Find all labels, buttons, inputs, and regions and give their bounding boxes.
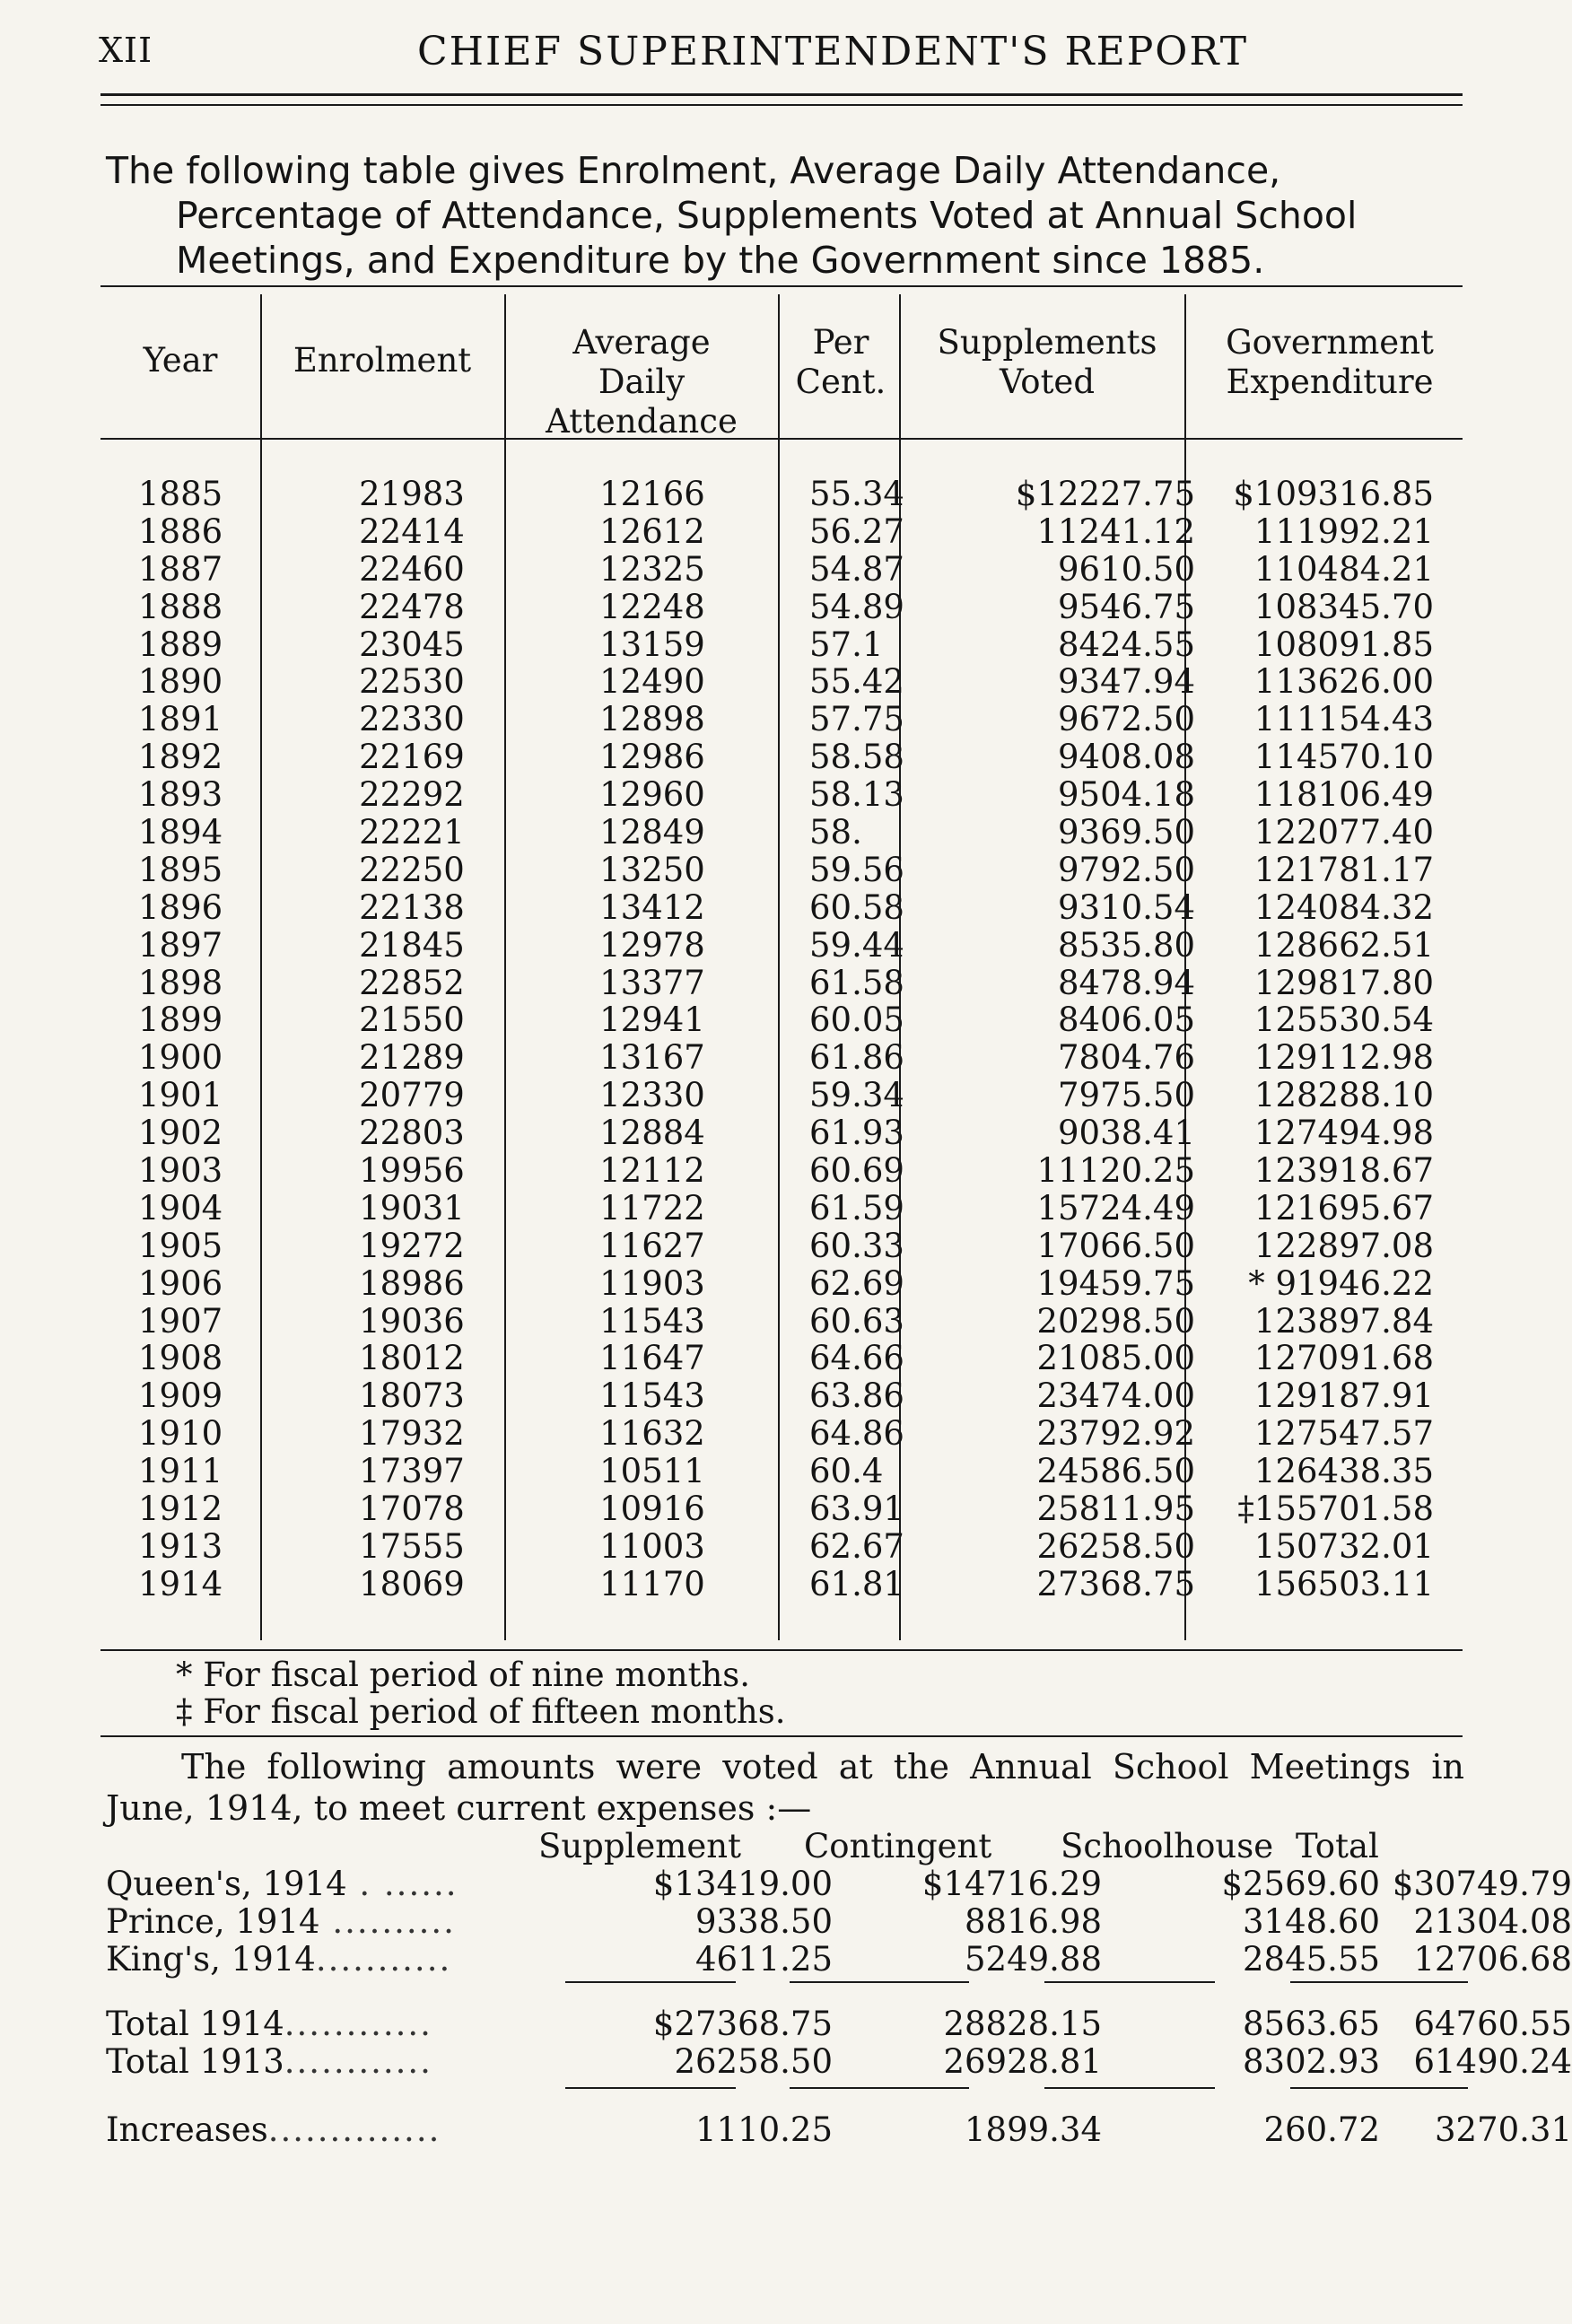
per-cent-cell: 58.58 bbox=[809, 738, 904, 777]
enrolment-cell: 17397 bbox=[359, 1452, 465, 1491]
supplements-cell: 9310.54 bbox=[1057, 887, 1195, 927]
summary-total-rule bbox=[565, 2087, 736, 2089]
summary-total-cell: 21304.08 bbox=[1413, 1902, 1572, 1941]
enrolment-cell: 22530 bbox=[359, 662, 465, 702]
per-cent-cell: 56.27 bbox=[809, 511, 904, 551]
table-row bbox=[100, 814, 1463, 852]
attendance-cell: 11170 bbox=[599, 1564, 705, 1603]
summary-row-label bbox=[106, 2042, 432, 2082]
year-cell: 1899 bbox=[138, 1000, 223, 1040]
table-row bbox=[100, 589, 1463, 626]
summary-total-rule bbox=[1290, 2087, 1468, 2089]
expenditure-cell: 118106.49 bbox=[1253, 775, 1434, 815]
expenditure-cell: $109316.85 bbox=[1233, 475, 1434, 513]
summary-row bbox=[106, 1865, 1572, 1904]
attendance-cell: 13377 bbox=[599, 963, 705, 1002]
supplements-cell: 7975.50 bbox=[1057, 1076, 1195, 1115]
attendance-cell: 13412 bbox=[599, 887, 705, 927]
year-cell: 1892 bbox=[138, 738, 223, 777]
table-row bbox=[100, 927, 1463, 965]
expenditure-cell: ‡155701.58 bbox=[1237, 1490, 1434, 1529]
header-supplements-voted: Supplements Voted bbox=[937, 323, 1157, 401]
expenditure-cell: 125530.54 bbox=[1253, 1000, 1434, 1040]
table-row bbox=[100, 776, 1463, 814]
year-cell: 1907 bbox=[138, 1301, 223, 1341]
expenditure-cell: 121781.17 bbox=[1253, 850, 1434, 889]
year-cell: 1908 bbox=[138, 1339, 223, 1378]
supplements-cell: 8406.05 bbox=[1057, 1000, 1195, 1040]
enrolment-cell: 22138 bbox=[359, 887, 465, 927]
per-cent-cell: 61.81 bbox=[809, 1564, 904, 1603]
table-row bbox=[100, 551, 1463, 589]
summary-contingent-cell: 28828.15 bbox=[943, 2005, 1102, 2043]
supplements-cell: 17066.50 bbox=[1036, 1226, 1195, 1265]
supplements-cell: 8424.55 bbox=[1057, 625, 1195, 664]
statistics-table bbox=[100, 285, 1463, 1649]
year-cell: 1905 bbox=[138, 1226, 223, 1265]
page-header bbox=[99, 25, 1463, 79]
supplements-cell: 19459.75 bbox=[1036, 1263, 1195, 1303]
year-cell: 1911 bbox=[138, 1452, 223, 1491]
table-row bbox=[100, 738, 1463, 776]
table-row bbox=[100, 1415, 1463, 1453]
attendance-cell: 12898 bbox=[599, 700, 705, 739]
attendance-cell: 12941 bbox=[599, 1000, 705, 1040]
attendance-cell: 12884 bbox=[599, 1114, 705, 1153]
attendance-cell: 12986 bbox=[599, 738, 705, 777]
supplements-cell: 9038.41 bbox=[1057, 1114, 1195, 1153]
summary-header-contingent: Contingent bbox=[804, 1827, 992, 1865]
per-cent-cell: 59.56 bbox=[809, 850, 904, 889]
supplements-cell: 9408.08 bbox=[1057, 738, 1195, 777]
page-number: XII bbox=[99, 31, 153, 70]
summary-header-schoolhouse: Schoolhouse bbox=[1061, 1827, 1274, 1865]
per-cent-cell: 60.69 bbox=[809, 1151, 904, 1191]
attendance-cell: 13167 bbox=[599, 1038, 705, 1078]
expenditure-cell: 121695.67 bbox=[1253, 1188, 1434, 1228]
year-cell: 1914 bbox=[138, 1564, 223, 1603]
supplements-cell: 9347.94 bbox=[1057, 662, 1195, 702]
attendance-cell: 11003 bbox=[599, 1526, 705, 1566]
attendance-cell: 11543 bbox=[599, 1376, 705, 1416]
summary-schoolhouse-cell: 260.72 bbox=[1263, 2110, 1380, 2149]
footnote-nine-months: * For fiscal period of nine months. bbox=[176, 1656, 751, 1694]
table-row bbox=[100, 1228, 1463, 1265]
enrolment-cell: 22460 bbox=[359, 549, 465, 589]
summary-label-text: Increases bbox=[106, 2110, 268, 2149]
supplements-cell: 8478.94 bbox=[1057, 963, 1195, 1002]
table-row bbox=[100, 1114, 1463, 1152]
expenditure-cell: 128662.51 bbox=[1253, 925, 1434, 965]
table-body bbox=[100, 476, 1463, 1603]
attendance-cell: 12612 bbox=[599, 511, 705, 551]
summary-contingent-cell: 1899.34 bbox=[964, 2110, 1102, 2149]
per-cent-cell: 61.86 bbox=[809, 1038, 904, 1078]
header-government-expenditure: Government Expenditure bbox=[1226, 323, 1434, 401]
table-row bbox=[100, 513, 1463, 551]
enrolment-cell: 22169 bbox=[359, 738, 465, 777]
header-year: Year bbox=[143, 341, 218, 380]
year-cell: 1894 bbox=[138, 813, 223, 852]
table-row bbox=[100, 626, 1463, 664]
year-cell: 1902 bbox=[138, 1114, 223, 1153]
dot-leader: ............ bbox=[284, 2005, 432, 2043]
summary-label-text: Total 1913 bbox=[106, 2042, 284, 2081]
header-underline bbox=[778, 438, 899, 440]
expenditure-cell: 129112.98 bbox=[1253, 1038, 1434, 1078]
enrolment-cell: 18073 bbox=[359, 1376, 465, 1416]
dot-leader: . ...... bbox=[346, 1865, 458, 1903]
per-cent-cell: 63.91 bbox=[809, 1490, 904, 1529]
enrolment-cell: 18069 bbox=[359, 1564, 465, 1603]
per-cent-cell: 57.75 bbox=[809, 700, 904, 739]
supplements-cell: 21085.00 bbox=[1036, 1339, 1195, 1378]
summary-row-label bbox=[106, 1940, 451, 1979]
table-row bbox=[100, 476, 1463, 513]
attendance-cell: 11632 bbox=[599, 1414, 705, 1454]
summary-contingent-cell: $14716.29 bbox=[921, 1865, 1102, 1903]
enrolment-cell: 21845 bbox=[359, 925, 465, 965]
supplements-cell: 8535.80 bbox=[1057, 925, 1195, 965]
header-underline bbox=[260, 438, 504, 440]
supplements-cell: 20298.50 bbox=[1036, 1301, 1195, 1341]
summary-supplement-cell: 4611.25 bbox=[694, 1940, 833, 1979]
supplements-cell: 9369.50 bbox=[1057, 813, 1195, 852]
per-cent-cell: 60.05 bbox=[809, 1000, 904, 1040]
supplements-cell: 7804.76 bbox=[1057, 1038, 1195, 1078]
per-cent-cell: 63.86 bbox=[809, 1376, 904, 1416]
supplements-cell: 15724.49 bbox=[1036, 1188, 1195, 1228]
attendance-cell: 11722 bbox=[599, 1188, 705, 1228]
attendance-cell: 10916 bbox=[599, 1490, 705, 1529]
summary-header-total: Total bbox=[1296, 1827, 1379, 1865]
supplements-cell: 23474.00 bbox=[1036, 1376, 1195, 1416]
attendance-cell: 11903 bbox=[599, 1263, 705, 1303]
running-title: CHIEF SUPERINTENDENT'S REPORT bbox=[417, 29, 1249, 74]
enrolment-cell: 22292 bbox=[359, 775, 465, 815]
year-cell: 1891 bbox=[138, 700, 223, 739]
supplements-cell: 25811.95 bbox=[1036, 1490, 1195, 1529]
enrolment-cell: 17555 bbox=[359, 1526, 465, 1566]
year-cell: 1900 bbox=[138, 1038, 223, 1078]
per-cent-cell: 62.67 bbox=[809, 1526, 904, 1566]
year-cell: 1887 bbox=[138, 549, 223, 589]
summary-label-text: Prince, 1914 bbox=[106, 1902, 320, 1941]
per-cent-cell: 60.4 bbox=[809, 1452, 884, 1491]
header-underline bbox=[1184, 438, 1463, 440]
header-average-daily-attendance: Average Daily Attendance bbox=[546, 323, 738, 441]
expenditure-cell: 127494.98 bbox=[1253, 1114, 1434, 1153]
table-row bbox=[100, 1340, 1463, 1377]
expenditure-cell: 124084.32 bbox=[1253, 887, 1434, 927]
year-cell: 1903 bbox=[138, 1151, 223, 1191]
header-rule-top bbox=[100, 93, 1463, 96]
expenditure-cell: 113626.00 bbox=[1253, 662, 1434, 702]
table-row bbox=[100, 1303, 1463, 1341]
summary-header-row bbox=[106, 1827, 1464, 1866]
attendance-cell: 12112 bbox=[599, 1151, 705, 1191]
table-row bbox=[100, 1566, 1463, 1603]
enrolment-cell: 21550 bbox=[359, 1000, 465, 1040]
summary-supplement-cell: 9338.50 bbox=[694, 1902, 833, 1941]
supplements-cell: 24586.50 bbox=[1036, 1452, 1195, 1491]
year-cell: 1893 bbox=[138, 775, 223, 815]
dot-leader: ............ bbox=[284, 2042, 432, 2081]
summary-label-text: Queen's, 1914 bbox=[106, 1865, 347, 1903]
enrolment-cell: 17078 bbox=[359, 1490, 465, 1529]
per-cent-cell: 58. bbox=[809, 813, 862, 852]
summary-supplement-cell: $27368.75 bbox=[652, 2005, 833, 2043]
enrolment-cell: 22478 bbox=[359, 587, 465, 626]
year-cell: 1897 bbox=[138, 925, 223, 965]
per-cent-cell: 60.33 bbox=[809, 1226, 904, 1265]
enrolment-cell: 22803 bbox=[359, 1114, 465, 1153]
summary-label-text: King's, 1914 bbox=[106, 1940, 316, 1979]
summary-schoolhouse-cell: 2845.55 bbox=[1242, 1940, 1380, 1979]
attendance-cell: 13159 bbox=[599, 625, 705, 664]
summary-schoolhouse-cell: 8302.93 bbox=[1242, 2042, 1380, 2081]
attendance-cell: 11647 bbox=[599, 1339, 705, 1378]
table-row bbox=[100, 1265, 1463, 1303]
table-row bbox=[100, 1152, 1463, 1190]
attendance-cell: 12490 bbox=[599, 662, 705, 702]
expenditure-cell: 122077.40 bbox=[1253, 813, 1434, 852]
summary-subtotal-rule bbox=[790, 1981, 969, 1983]
summary-row-label bbox=[106, 1865, 458, 1904]
per-cent-cell: 55.34 bbox=[809, 475, 904, 513]
summary-row-label bbox=[106, 2005, 432, 2044]
per-cent-cell: 57.1 bbox=[809, 625, 884, 664]
enrolment-cell: 18986 bbox=[359, 1263, 465, 1303]
year-cell: 1886 bbox=[138, 511, 223, 551]
table-row bbox=[100, 663, 1463, 701]
per-cent-cell: 64.86 bbox=[809, 1414, 904, 1454]
year-cell: 1896 bbox=[138, 887, 223, 927]
expenditure-cell: 127547.57 bbox=[1253, 1414, 1434, 1454]
supplements-cell: 9546.75 bbox=[1057, 587, 1195, 626]
summary-contingent-cell: 26928.81 bbox=[943, 2042, 1102, 2081]
per-cent-cell: 61.59 bbox=[809, 1188, 904, 1228]
expenditure-cell: 129187.91 bbox=[1253, 1376, 1434, 1416]
table-row bbox=[100, 1377, 1463, 1415]
attendance-cell: 11543 bbox=[599, 1301, 705, 1341]
table-row bbox=[100, 701, 1463, 738]
year-cell: 1909 bbox=[138, 1376, 223, 1416]
dot-leader: .............. bbox=[267, 2110, 441, 2149]
header-underline bbox=[504, 438, 778, 440]
enrolment-cell: 22221 bbox=[359, 813, 465, 852]
year-cell: 1885 bbox=[138, 475, 223, 513]
per-cent-cell: 54.87 bbox=[809, 549, 904, 589]
supplements-cell: 9504.18 bbox=[1057, 775, 1195, 815]
header-underline bbox=[100, 438, 260, 440]
expenditure-cell: 127091.68 bbox=[1253, 1339, 1434, 1378]
attendance-cell: 12248 bbox=[599, 587, 705, 626]
summary-row bbox=[106, 2110, 1572, 2150]
summary-row bbox=[106, 2005, 1572, 2044]
summary-subtotal-rule bbox=[1044, 1981, 1215, 1983]
supplements-cell: 11120.25 bbox=[1036, 1151, 1195, 1191]
enrolment-cell: 22250 bbox=[359, 850, 465, 889]
summary-total-cell: 61490.24 bbox=[1413, 2042, 1572, 2081]
table-row bbox=[100, 1077, 1463, 1114]
year-cell: 1904 bbox=[138, 1188, 223, 1228]
summary-schoolhouse-cell: 3148.60 bbox=[1242, 1902, 1380, 1941]
enrolment-cell: 18012 bbox=[359, 1339, 465, 1378]
year-cell: 1912 bbox=[138, 1490, 223, 1529]
per-cent-cell: 60.63 bbox=[809, 1301, 904, 1341]
expenditure-cell: 123897.84 bbox=[1253, 1301, 1434, 1341]
header-rule-bottom bbox=[100, 104, 1463, 106]
year-cell: 1888 bbox=[138, 587, 223, 626]
expenditure-cell: 122897.08 bbox=[1253, 1226, 1434, 1265]
year-cell: 1906 bbox=[138, 1263, 223, 1303]
supplements-cell: 27368.75 bbox=[1036, 1564, 1195, 1603]
enrolment-cell: 22414 bbox=[359, 511, 465, 551]
summary-row bbox=[106, 1940, 1572, 1979]
table-row bbox=[100, 1528, 1463, 1566]
year-cell: 1898 bbox=[138, 963, 223, 1002]
table-row bbox=[100, 1453, 1463, 1490]
intro-paragraph: The following table gives Enrolment, Average Daily Attendance, Percentage of Attendance, Supplements Voted at Annual School Meetings, and Expenditure by the Government since 1885. bbox=[106, 149, 1358, 282]
attendance-cell: 12330 bbox=[599, 1076, 705, 1115]
header-enrolment: Enrolment bbox=[293, 341, 472, 380]
footnote-fifteen-months: ‡ For fiscal period of fifteen months. bbox=[176, 1692, 786, 1731]
enrolment-cell: 21983 bbox=[359, 475, 465, 513]
table-row bbox=[100, 1190, 1463, 1228]
summary-row-label bbox=[106, 1902, 456, 1942]
expenditure-cell: * 91946.22 bbox=[1248, 1263, 1434, 1303]
attendance-cell: 12978 bbox=[599, 925, 705, 965]
year-cell: 1910 bbox=[138, 1414, 223, 1454]
year-cell: 1895 bbox=[138, 850, 223, 889]
enrolment-cell: 22852 bbox=[359, 963, 465, 1002]
dot-leader: ........... bbox=[315, 1940, 452, 1979]
supplements-cell: 9672.50 bbox=[1057, 700, 1195, 739]
expenditure-cell: 123918.67 bbox=[1253, 1151, 1434, 1191]
attendance-cell: 12849 bbox=[599, 813, 705, 852]
header-per-cent: Per Cent. bbox=[795, 323, 886, 401]
summary-row bbox=[106, 2042, 1572, 2082]
enrolment-cell: 19031 bbox=[359, 1188, 465, 1228]
table-row bbox=[100, 1490, 1463, 1528]
year-cell: 1901 bbox=[138, 1076, 223, 1115]
summary-total-cell: 3270.31 bbox=[1434, 2110, 1572, 2149]
enrolment-cell: 19272 bbox=[359, 1226, 465, 1265]
summary-subtotal-rule bbox=[1290, 1981, 1468, 1983]
expenditure-cell: 111154.43 bbox=[1253, 700, 1434, 739]
table-row bbox=[100, 965, 1463, 1002]
summary-header-supplement: Supplement bbox=[538, 1827, 741, 1865]
summary-supplement-cell: $13419.00 bbox=[652, 1865, 833, 1903]
per-cent-cell: 58.13 bbox=[809, 775, 904, 815]
expenditure-cell: 114570.10 bbox=[1253, 738, 1434, 777]
summary-total-cell: $30749.79 bbox=[1392, 1865, 1572, 1903]
enrolment-cell: 20779 bbox=[359, 1076, 465, 1115]
summary-total-rule bbox=[1044, 2087, 1215, 2089]
enrolment-cell: 17932 bbox=[359, 1414, 465, 1454]
supplements-cell: 23792.92 bbox=[1036, 1414, 1195, 1454]
enrolment-cell: 23045 bbox=[359, 625, 465, 664]
table-bottom-rule bbox=[100, 1649, 1463, 1651]
attendance-cell: 10511 bbox=[599, 1452, 705, 1491]
expenditure-cell: 108345.70 bbox=[1253, 587, 1434, 626]
year-cell: 1913 bbox=[138, 1526, 223, 1566]
dot-leader: .......... bbox=[319, 1902, 456, 1941]
per-cent-cell: 62.69 bbox=[809, 1263, 904, 1303]
expenditure-cell: 110484.21 bbox=[1253, 549, 1434, 589]
attendance-cell: 12960 bbox=[599, 775, 705, 815]
per-cent-cell: 61.58 bbox=[809, 963, 904, 1002]
summary-contingent-cell: 8816.98 bbox=[964, 1902, 1102, 1941]
per-cent-cell: 60.58 bbox=[809, 887, 904, 927]
summary-total-cell: 64760.55 bbox=[1413, 2005, 1572, 2043]
enrolment-cell: 21289 bbox=[359, 1038, 465, 1078]
expenditure-cell: 108091.85 bbox=[1253, 625, 1434, 664]
supplements-cell: 9610.50 bbox=[1057, 549, 1195, 589]
supplements-cell: 9792.50 bbox=[1057, 850, 1195, 889]
expenditure-cell: 126438.35 bbox=[1253, 1452, 1434, 1491]
expenditure-cell: 128288.10 bbox=[1253, 1076, 1434, 1115]
year-cell: 1890 bbox=[138, 662, 223, 702]
footnote-rule bbox=[100, 1735, 1463, 1737]
expenditure-cell: 150732.01 bbox=[1253, 1526, 1434, 1566]
enrolment-cell: 19036 bbox=[359, 1301, 465, 1341]
enrolment-cell: 19956 bbox=[359, 1151, 465, 1191]
summary-schoolhouse-cell: $2569.60 bbox=[1221, 1865, 1380, 1903]
expenditure-cell: 111992.21 bbox=[1253, 511, 1434, 551]
enrolment-cell: 22330 bbox=[359, 700, 465, 739]
table-top-rule bbox=[100, 285, 1463, 287]
summary-supplement-cell: 26258.50 bbox=[674, 2042, 833, 2081]
summary-row bbox=[106, 1902, 1572, 1942]
attendance-cell: 12166 bbox=[599, 475, 705, 513]
year-cell: 1889 bbox=[138, 625, 223, 664]
expenditure-cell: 156503.11 bbox=[1253, 1564, 1434, 1603]
summary-subtotal-rule bbox=[565, 1981, 736, 1983]
table-row bbox=[100, 852, 1463, 889]
per-cent-cell: 55.42 bbox=[809, 662, 904, 702]
summary-schoolhouse-cell: 8563.65 bbox=[1242, 2005, 1380, 2043]
expenditure-cell: 129817.80 bbox=[1253, 963, 1434, 1002]
table-row bbox=[100, 1001, 1463, 1039]
summary-row-label bbox=[106, 2110, 441, 2150]
summary-total-cell: 12706.68 bbox=[1413, 1940, 1572, 1979]
summary-supplement-cell: 1110.25 bbox=[694, 2110, 833, 2149]
per-cent-cell: 61.93 bbox=[809, 1114, 904, 1153]
per-cent-cell: 59.44 bbox=[809, 925, 904, 965]
supplements-cell: 26258.50 bbox=[1036, 1526, 1195, 1566]
summary-total-rule bbox=[790, 2087, 969, 2089]
table-row bbox=[100, 889, 1463, 927]
table-row bbox=[100, 1039, 1463, 1077]
attendance-cell: 13250 bbox=[599, 850, 705, 889]
per-cent-cell: 54.89 bbox=[809, 587, 904, 626]
summary-label-text: Total 1914 bbox=[106, 2005, 284, 2043]
per-cent-cell: 59.34 bbox=[809, 1076, 904, 1115]
supplements-cell: $12227.75 bbox=[1015, 475, 1195, 513]
per-cent-cell: 64.66 bbox=[809, 1339, 904, 1378]
meetings-paragraph: The following amounts were voted at the Annual School Meetings in June, 1914, to meet current expenses :— bbox=[106, 1747, 1464, 1828]
supplements-cell: 11241.12 bbox=[1036, 511, 1195, 551]
attendance-cell: 11627 bbox=[599, 1226, 705, 1265]
summary-contingent-cell: 5249.88 bbox=[964, 1940, 1102, 1979]
attendance-cell: 12325 bbox=[599, 549, 705, 589]
header-underline bbox=[899, 438, 1184, 440]
